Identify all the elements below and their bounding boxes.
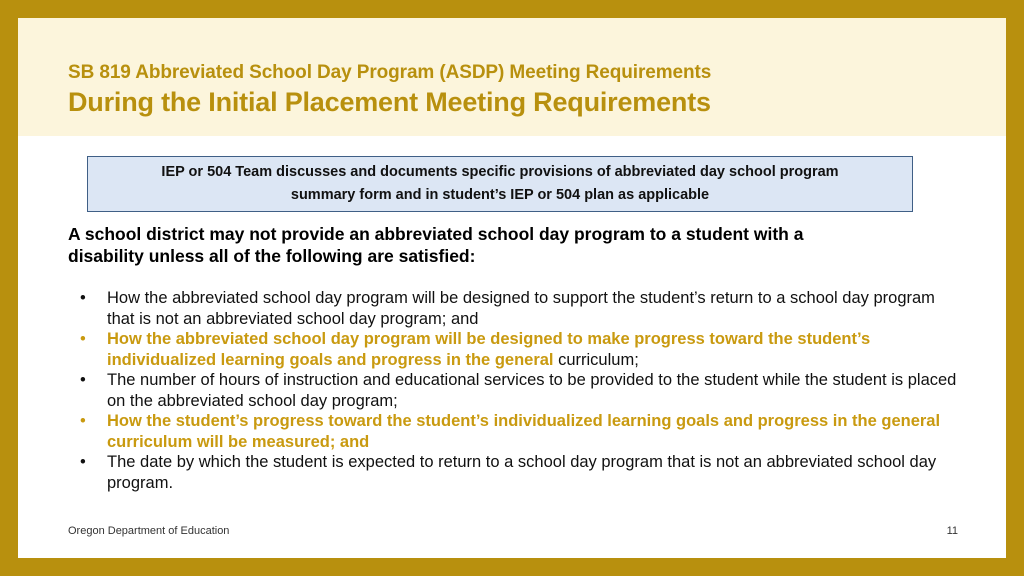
requirements-list — [80, 288, 960, 493]
slide-subtitle: SB 819 Abbreviated School Day Program (ASDP) Meeting Requirements — [68, 62, 712, 83]
list-item-text: curriculum; — [553, 350, 639, 369]
list-item-highlight-text: How the student’s progress toward the student’s individualized learning goals and progress in the general curriculum will be measured; and — [107, 412, 941, 451]
lead-statement — [68, 223, 968, 267]
list-item-highlight-text: How the abbreviated school day program will be designed to make progress toward the student’s individualized learning goals and progress in the general — [107, 330, 871, 369]
footer-organization: Oregon Department of Education — [68, 525, 230, 537]
bullet-icon: • — [80, 371, 86, 389]
list-item — [80, 288, 960, 329]
slide-title: During the Initial Placement Meeting Requirements — [68, 87, 711, 117]
slide-header — [18, 18, 1006, 136]
page-number: 11 — [946, 525, 958, 537]
bullet-icon: • — [80, 453, 86, 471]
bullet-icon: • — [80, 330, 86, 348]
list-item-text: The date by which the student is expected to return to a school day program that is not an abbreviated school day program. — [107, 453, 937, 492]
list-item — [80, 452, 960, 493]
slide — [18, 18, 1006, 558]
lead-line-2: disability unless all of the following are satisfied: — [68, 246, 476, 266]
list-item — [80, 329, 960, 370]
list-item — [80, 370, 960, 411]
callout-box — [87, 156, 913, 212]
bullet-icon: • — [80, 412, 86, 430]
lead-line-1: A school district may not provide an abbreviated school day program to a student with a — [68, 224, 804, 244]
callout-line-2: summary form and in student’s IEP or 504 plan as applicable — [290, 187, 710, 203]
callout-line-1: IEP or 504 Team discusses and documents specific provisions of abbreviated day school program — [161, 164, 839, 180]
list-item-text: The number of hours of instruction and educational services to be provided to the student while the student is placed on the abbreviated school day program; — [107, 371, 957, 410]
bullet-icon: • — [80, 289, 86, 307]
list-item-text: How the abbreviated school day program will be designed to support the student’s return to a school day program that is not an abbreviated school day program; and — [107, 289, 935, 328]
list-item — [80, 411, 960, 452]
